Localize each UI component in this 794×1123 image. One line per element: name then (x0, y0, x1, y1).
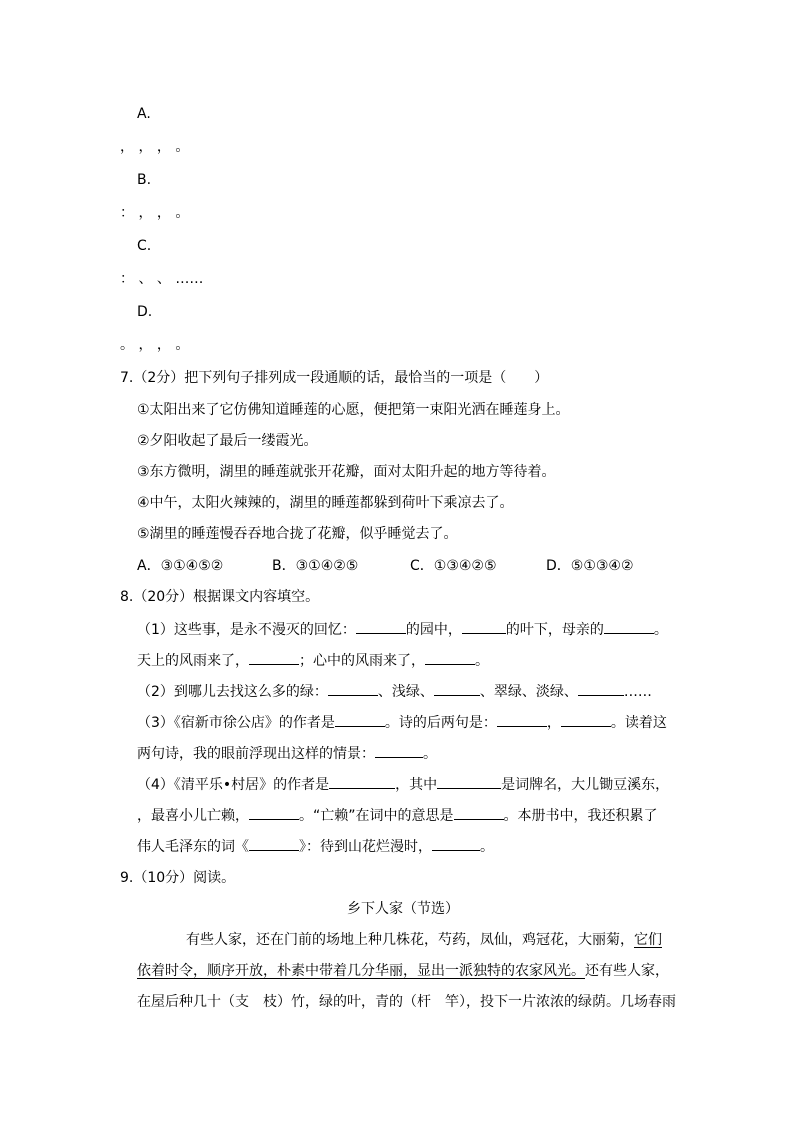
fill-blank[interactable] (356, 619, 406, 634)
q7-sentence-1: ①太阳出来了它仿佛知道睡莲的心愿，便把第一束阳光洒在睡莲身上。 (137, 402, 570, 418)
fill-blank[interactable] (329, 774, 395, 789)
q8-p2-text-a: （2）到哪儿去找这么多的绿： (137, 684, 328, 700)
fill-blank[interactable] (462, 619, 506, 634)
fill-blank[interactable] (328, 681, 378, 696)
q8-p4-text-g: 伟人毛泽东的词《 (137, 839, 249, 855)
option-b-text: ： ， ， 。 (120, 205, 190, 221)
q8-part-1-line-2 (137, 650, 489, 671)
q8-p1-text-a: （1）这些事，是永不漫灭的回忆： (137, 622, 356, 638)
fill-blank[interactable] (497, 712, 547, 727)
underlined-text: 它们 (634, 932, 662, 948)
q7-stem: 7.（2分）把下列句子排列成一段通顺的话，最恰当的一项是（ ） (120, 370, 549, 386)
q8-p1-text-c: 的叶下，母亲的 (505, 622, 604, 638)
q8-p3-text-d: 。读着这 (610, 715, 667, 731)
q8-p4-text-c: 是词牌名，大儿锄豆溪东， (501, 777, 670, 793)
q8-part-1-line-1 (137, 619, 668, 640)
q8-part-4-line-1 (137, 774, 669, 795)
q8-p4-text-a: （4）《清平乐•村居》的作者是 (137, 777, 330, 793)
fill-blank[interactable] (425, 650, 475, 665)
q7-option-d[interactable]: D．⑤①③④② (546, 558, 634, 574)
fill-blank[interactable] (375, 743, 423, 758)
passage-text: 有些人家，还在门前的场地上种几株花，芍药，凤仙，鸡冠花，大丽菊， (186, 932, 634, 948)
q8-stem: 8.（20分）根据课文内容填空。 (120, 589, 320, 605)
q9-stem: 9.（10分）阅读。 (120, 870, 236, 886)
q8-p1-text-d: 。 (653, 622, 668, 638)
q7-sentence-3: ③东方微明，湖里的睡莲就张开花瓣，面对太阳升起的地方等待着。 (137, 464, 556, 480)
q7-option-c[interactable]: C．①③④②⑤ (410, 558, 497, 574)
q8-p4-text-h: 》：待到山花烂漫时， (299, 839, 432, 855)
q8-p1-text-e: 天上的风雨来了， (137, 653, 249, 669)
q7-sentence-5: ⑤湖里的睡莲慢吞吞地合拢了花瓣，似乎睡觉去了。 (137, 526, 458, 542)
q8-p4-text-b: ，其中 (395, 777, 438, 793)
option-c-text: ： 、 、 …… (120, 271, 204, 287)
underlined-text: 依着时令，顺序开放，朴素中带着几分华丽，显出一派独特的农家风光。 (137, 963, 585, 979)
option-a-text: ， ， ， 。 (120, 139, 190, 155)
passage-line-2 (137, 961, 669, 981)
q7-sentence-4: ④中午，太阳火辣辣的，湖里的睡莲都躲到荷叶下乘凉去了。 (137, 495, 514, 511)
option-d-label: D. (137, 304, 153, 320)
q8-p3-text-a: （3）《宿新市徐公店》的作者是 (137, 715, 335, 731)
option-a-label: A. (137, 106, 151, 122)
q8-p4-text-d: ，最喜小儿亡赖， (137, 808, 249, 824)
fill-blank[interactable] (249, 805, 299, 820)
fill-blank[interactable] (249, 836, 299, 851)
q8-p3-text-b: 。诗的后两句是： (384, 715, 497, 731)
passage-text: 还有些人家， (585, 963, 669, 979)
fill-blank[interactable] (434, 681, 480, 696)
q8-part-4-line-2 (137, 805, 658, 826)
q8-part-3-line-1 (137, 712, 667, 733)
q8-p2-text-b: 、浅绿、 (377, 684, 434, 700)
q7-option-a[interactable]: A．③①④⑤② (137, 558, 224, 574)
q8-p4-text-f: 。本册书中，我还积累了 (503, 808, 658, 824)
passage-line-3: 在屋后种几十（支 枝）竹，绿的叶，青的（杆 竿），投下一片浓浓的绿荫。几场春雨 (137, 994, 676, 1010)
q8-part-3-line-2 (137, 743, 437, 764)
fill-blank[interactable] (604, 619, 654, 634)
q7-option-b[interactable]: B．③①④②⑤ (272, 558, 359, 574)
q8-p1-text-f: ；心中的风雨来了， (299, 653, 425, 669)
fill-blank[interactable] (437, 774, 501, 789)
option-b-label: B. (137, 172, 152, 188)
q8-p4-text-i: 。 (480, 839, 494, 855)
q8-part-4-line-3 (137, 836, 494, 857)
option-c-label: C. (137, 238, 152, 254)
q7-sentence-2: ②夕阳收起了最后一缕霞光。 (137, 433, 318, 449)
q8-p4-text-e: 。“亡赖”在词中的意思是 (299, 808, 454, 824)
q8-part-2 (137, 681, 652, 702)
q8-p3-text-f: 。 (423, 746, 437, 762)
q8-p1-text-b: 的园中， (405, 622, 462, 638)
passage-line-1 (186, 930, 662, 950)
q8-p3-text-c: ， (546, 715, 561, 731)
fill-blank[interactable] (578, 681, 624, 696)
q8-p2-text-d: …… (623, 684, 652, 700)
fill-blank[interactable] (335, 712, 385, 727)
fill-blank[interactable] (561, 712, 611, 727)
q8-p2-text-c: 、翠绿、淡绿、 (479, 684, 578, 700)
fill-blank[interactable] (249, 650, 299, 665)
fill-blank[interactable] (432, 836, 480, 851)
q8-p1-text-g: 。 (475, 653, 489, 669)
fill-blank[interactable] (454, 805, 504, 820)
option-d-text: 。 ， ， 。 (120, 337, 190, 353)
passage-title: 乡下人家（节选） (347, 901, 459, 917)
q8-p3-text-e: 两句诗，我的眼前浮现出这样的情景： (137, 746, 375, 762)
